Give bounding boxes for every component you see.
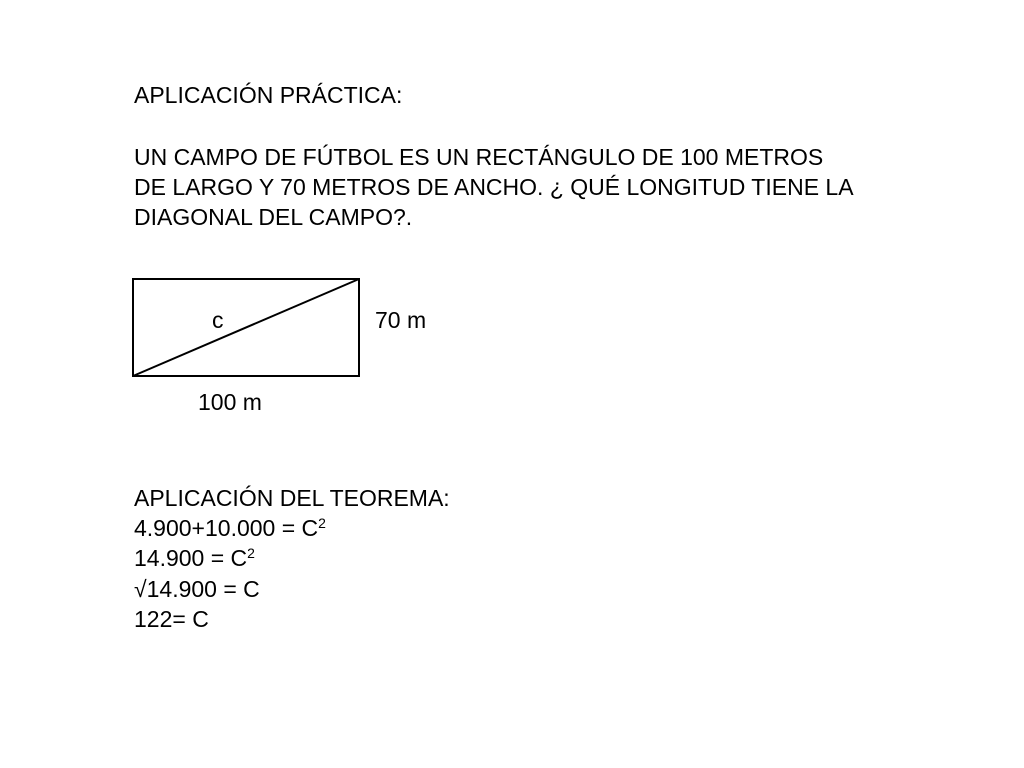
- width-label: 100 m: [198, 389, 262, 415]
- theorem-heading: APLICACIÓN DEL TEOREMA:: [134, 485, 450, 511]
- heading: APLICACIÓN PRÁCTICA:: [134, 82, 403, 108]
- step-exponent: 2: [247, 545, 255, 561]
- problem-text-line: DE LARGO Y 70 METROS DE ANCHO. ¿ QUÉ LONGITUD TIENE LA: [134, 174, 854, 200]
- field-diagonal: [133, 279, 359, 376]
- solution-step: [134, 544, 255, 576]
- height-label: 70 m: [375, 307, 427, 333]
- step-text: 122= C: [134, 606, 209, 632]
- solution-step: [134, 575, 260, 604]
- step-text: 14.900 = C: [134, 545, 248, 571]
- solution-step: [134, 605, 209, 634]
- problem-text-line: UN CAMPO DE FÚTBOL ES UN RECTÁNGULO DE 100 METROS: [134, 144, 824, 170]
- step-text: √14.900 = C: [134, 576, 260, 602]
- problem-text-line: DIAGONAL DEL CAMPO?.: [134, 204, 413, 230]
- field-rectangle-diagram: [130, 276, 364, 380]
- step-exponent: 2: [318, 515, 326, 531]
- diagonal-label: c: [212, 307, 224, 333]
- solution-step: [134, 514, 326, 546]
- step-text: 4.900+10.000 = C: [134, 515, 319, 541]
